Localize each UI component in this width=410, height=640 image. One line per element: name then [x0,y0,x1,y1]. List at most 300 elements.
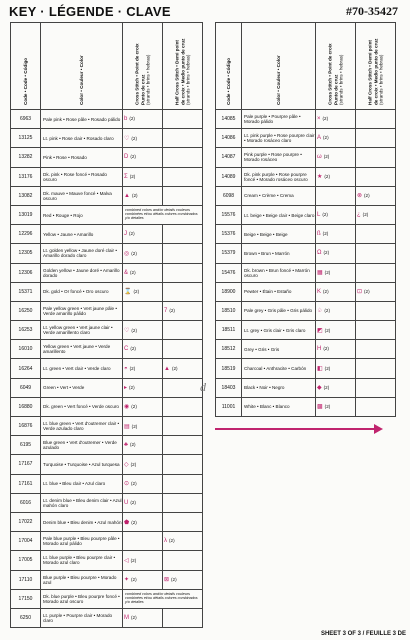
cross-stitch-cell [123,359,163,378]
stitch-symbol-icon: A [317,135,322,142]
color-name: Dk. green • Vert foncé • Verde oscuro [41,397,123,416]
half-cross-cell [163,110,203,129]
color-name: Dk. mauve • Mauve foncé • Malva oscuro [41,186,123,205]
stitch-symbol-icon: ✦ [124,577,130,584]
strand-count: (2) [131,519,137,525]
cross-stitch-cell [123,340,163,359]
half-cross-cell [356,110,396,129]
cross-stitch-cell [316,340,356,359]
color-name: Red • Rouge • Rojo [41,205,123,224]
thread-code: 16250 [11,301,41,320]
cross-stitch-cell [123,129,163,148]
stitch-symbol-icon: ¿ [357,212,361,219]
half-cross-cell [356,321,396,340]
thread-code: 18511 [216,321,242,340]
strand-count: (2) [171,365,178,371]
stitch-symbol-icon: ⊠ [164,577,170,584]
right-header-row [216,23,396,110]
half-cross-cell [163,340,203,359]
pattern-number: #70-35427 [346,4,398,18]
cross-stitch-cell [316,205,356,224]
half-cross-cell [163,417,203,436]
stitch-symbol-icon: C [124,346,129,353]
table-row [11,110,203,129]
cross-stitch-header: Cross Stitch • Point de croix Punto de cruz (strands • brins • hebras) [123,23,163,110]
cross-stitch-cell [123,167,163,186]
thread-code: 18519 [216,359,242,378]
cross-stitch-cell [123,186,163,205]
table-row [11,186,203,205]
strand-count: (2) [169,307,175,313]
color-name: Brown • Brun • Marrón [242,244,316,263]
half-cross-cell [163,167,203,186]
thread-code: 17161 [11,474,41,493]
stitch-symbol-icon: λ [164,538,167,545]
color-name: Grey • Gris • Gris [242,340,316,359]
code-header: Code • Code • Código [216,23,242,110]
thread-code: 15476 [216,263,242,282]
strand-count: (2) [129,385,135,391]
half-cross-cell [163,225,203,244]
stitch-symbol-icon: L [317,212,321,219]
strand-count: (2) [323,250,330,256]
code-header: Code • Code • Código [11,23,41,110]
strand-count: (2) [323,288,329,294]
strand-count: (2) [323,135,329,141]
stitch-symbol-icon: ▦ [317,270,323,277]
half-cross-cell [163,608,203,627]
table-row [216,148,396,167]
stitch-symbol-icon: ♡ [124,327,130,334]
stitch-symbol-icon: Σ [124,173,128,180]
stitch-symbol-icon: ◉ [124,404,130,411]
color-name: Pale purple • Pourpre pâle • Morado pálido [242,110,316,129]
right-key-table [215,22,396,417]
cross-stitch-cell [316,378,356,397]
stitch-symbol-icon: ▩ [317,404,323,411]
stitch-symbol-icon: ω [317,154,322,161]
table-row [11,282,203,301]
half-cross-cell [356,225,396,244]
table-row [11,436,203,455]
half-cross-cell [356,129,396,148]
strand-count: (2) [322,212,328,218]
cross-stitch-cell [123,570,163,589]
half-cross-header: Half Cross Stitch • Demi point de croix • Medio punto de cruz (strands • brins • hebras) [163,23,203,110]
strand-count: (2) [130,499,136,505]
half-cross-cell [163,263,203,282]
half-cross-cell [163,474,203,493]
table-row [216,244,396,263]
thread-code: 13282 [11,148,41,167]
cross-stitch-cell [316,129,356,148]
table-row [11,455,203,474]
cross-stitch-cell [123,225,163,244]
table-row [11,301,203,320]
thread-code: 13019 [11,205,41,224]
thread-code: 14089 [216,167,242,186]
strand-count: (2) [130,346,136,352]
half-cross-cell [163,493,203,512]
thread-code: 15379 [216,244,242,263]
stitch-symbol-icon: Ω [317,250,322,257]
half-cross-cell [163,436,203,455]
cross-stitch-cell [123,378,163,397]
half-cross-cell [356,282,396,301]
color-name: Lt. yellow green • Vert jaune clair • Verde amarillento claro [41,321,123,340]
strand-count: (2) [323,346,329,352]
color-name: Dk. pink purple • Rose pourpre foncé • Morado rosáceo oscuro [242,167,316,186]
cross-stitch-cell [123,455,163,474]
strand-count: (2) [364,289,370,295]
table-row [216,321,396,340]
stitch-symbol-icon: ◁ [124,557,129,564]
color-name: Pale grey • Gris pâle • Gris pálido [242,301,316,320]
strand-count: (2) [322,231,329,237]
stitch-symbol-icon: ⬟ [124,519,130,526]
table-row [11,589,203,608]
cross-stitch-cell [123,436,163,455]
table-row [11,397,203,416]
combined-colors-note: combined colors and/or details couleurs combinées et/ou détails colores combinados y/o detalles [123,589,203,608]
color-name: Pink purple • Rose pourpre • Morado rosáceo [242,148,316,167]
color-name: Blue purple • Bleu pourpre • Morado azul [41,570,123,589]
strand-count: (2) [130,154,136,160]
stitch-symbol-icon: K [317,288,322,295]
stitch-symbol-icon: J [124,231,127,238]
color-name: Lt. beige • Beige clair • Beige claro [242,205,316,224]
color-name: Yellow • Jaune • Amarillo [41,225,123,244]
cross-stitch-cell [316,397,356,416]
color-name: Blue green • Vert d'outremer • Verde azulado [41,436,123,455]
thread-code: 15376 [216,225,242,244]
thread-code: 13125 [11,129,41,148]
thread-code: 16253 [11,321,41,340]
cross-stitch-cell [123,282,163,301]
handwritten-mark: d [200,380,206,394]
stitch-symbol-icon: ♡ [124,135,130,142]
cross-stitch-cell [123,397,163,416]
stitch-symbol-icon: b [124,116,128,123]
strand-count: (2) [324,366,331,372]
half-cross-cell [163,455,203,474]
half-cross-cell [163,186,203,205]
stitch-symbol-icon: ▸ [124,385,128,392]
thread-code: 6016 [11,493,41,512]
color-name: Cream • Crème • Crema [242,186,316,205]
stitch-symbol-icon: ◆ [317,385,322,392]
half-cross-cell [163,359,203,378]
thread-code: 13176 [11,167,41,186]
sheet-footer: SHEET 3 OF 3 / FEUILLE 3 DE [320,631,406,637]
table-row [11,493,203,512]
half-cross-cell [356,340,396,359]
thread-code: 6098 [216,186,242,205]
half-cross-cell [163,512,203,531]
color-name: Dk. gold • Or foncé • Oro oscuro [41,282,123,301]
strand-count: (2) [129,442,136,448]
color-name: Lt. blue green • Vert d'outremer clair • Verde azulado claro [41,417,123,436]
stitch-symbol-icon: M [124,614,129,621]
thread-code: 17005 [11,551,41,570]
half-cross-cell [356,359,396,378]
stitch-symbol-icon: ◩ [317,327,323,334]
thread-code: 12296 [11,225,41,244]
color-name: Lt. pink • Rose clair • Rosado claro [41,129,123,148]
color-name: Denim blue • Bleu denim • Azul mahón [41,512,123,531]
thread-code: 13082 [11,186,41,205]
cross-stitch-cell [123,263,163,282]
table-row [11,167,203,186]
strand-count: (2) [323,385,330,391]
stitch-symbol-icon: ⌛ [124,289,132,296]
stitch-symbol-icon: × [317,116,321,123]
color-name: Pale yellow green • Vert jaune pâle • Verde amarillo pálido [41,301,123,320]
strand-count: (2) [131,404,137,410]
color-name: Dk. pink • Rose foncé • Rosado oscuro [41,167,123,186]
half-cross-cell [163,301,203,320]
cross-stitch-cell [123,512,163,531]
half-cross-cell [356,148,396,167]
thread-code: 16876 [11,417,41,436]
color-name: Golden yellow • Jaune doré • Amarillo dorado [41,263,123,282]
cross-stitch-cell [316,167,356,186]
thread-code: 18403 [216,378,242,397]
color-name: Pale blue purple • Bleu pourpre pâle • Morado azul pálido [41,532,123,551]
cross-stitch-cell [123,551,163,570]
table-row [11,263,203,282]
strand-count: (2) [130,461,137,467]
thread-code: 15576 [216,205,242,224]
table-row [11,340,203,359]
stitch-symbol-icon: ⊙ [124,481,130,488]
color-name: Yellow green • Vert jaune • Verde amarillento [41,340,123,359]
cross-stitch-cell [123,417,163,436]
table-row [11,205,203,224]
strand-count: (2) [362,212,369,218]
half-cross-cell [356,263,396,282]
table-row [216,225,396,244]
strand-count: (2) [323,154,330,160]
cross-stitch-cell [316,321,356,340]
color-name: Lt. golden yellow • Jaune doré clair • Amarillo dorado claro [41,244,123,263]
stitch-symbol-icon: ♤ [317,308,323,315]
table-row [216,397,396,416]
color-name: Dk. brown • Brun foncé • Marrón oscuro [242,263,316,282]
stitch-symbol-icon: D [124,154,129,161]
half-cross-cell [163,532,203,551]
table-row [11,321,203,340]
strand-count: (2) [131,135,138,141]
strand-count: (2) [129,173,136,179]
strand-count: (2) [131,423,138,429]
thread-code: 15371 [11,282,41,301]
thread-code: 17110 [11,570,41,589]
strand-count: (2) [131,614,137,620]
stitch-symbol-icon: ◓ [124,365,128,372]
stitch-symbol-icon: ⊗ [357,193,363,200]
cross-stitch-cell [123,532,163,551]
table-row [11,532,203,551]
table-row [216,167,396,186]
table-row [11,512,203,531]
left-key-table [10,22,203,628]
color-name: Lt. denim blue • Bleu denim clair • Azul mahón claro [41,493,123,512]
cross-stitch-cell [123,608,163,627]
half-cross-cell [163,397,203,416]
half-cross-cell [356,397,396,416]
strand-count: (2) [133,289,140,295]
thread-code: 17022 [11,512,41,531]
table-row [11,474,203,493]
stitch-symbol-icon: ◧ [317,366,323,373]
table-row [216,301,396,320]
stitch-symbol-icon: ◎ [124,250,130,257]
strand-count: (2) [169,538,175,544]
half-cross-cell [163,148,203,167]
strand-count: (2) [324,327,331,333]
thread-code: 12306 [11,263,41,282]
table-row [11,129,203,148]
half-cross-cell [163,378,203,397]
cross-stitch-cell [123,301,163,320]
color-name: Lt. green • Vert clair • Verde claro [41,359,123,378]
strand-count: (2) [131,250,137,256]
stitch-symbol-icon: ▲ [164,365,170,372]
thread-code: 17167 [11,455,41,474]
stitch-symbol-icon: ♣ [124,442,128,449]
table-row [216,359,396,378]
stitch-symbol-icon: ▤ [124,423,130,430]
thread-code: 18512 [216,340,242,359]
color-name: Pewter • Étain • Estaño [242,282,316,301]
cross-stitch-cell [123,110,163,129]
color-name: Green • Vert • Verde [41,378,123,397]
half-cross-cell [356,301,396,320]
cross-stitch-cell [123,321,163,340]
color-name: Lt. purple • Pourpre clair • Morado claro [41,608,123,627]
stitch-symbol-icon: H [317,346,322,353]
table-row [11,417,203,436]
strand-count: (2) [324,404,331,410]
table-row [11,225,203,244]
strand-count: (2) [131,577,137,583]
table-row [11,378,203,397]
thread-code: 18510 [216,301,242,320]
thread-code: 17004 [11,532,41,551]
cross-stitch-cell [316,301,356,320]
table-row [11,551,203,570]
cross-stitch-cell [316,148,356,167]
strand-count: (2) [129,231,135,237]
color-name: Pink • Rose • Rosado [41,148,123,167]
half-cross-cell [163,570,203,589]
stitch-symbol-icon: ★ [317,174,323,181]
strand-count: (2) [131,327,138,333]
thread-code: 6250 [11,608,41,627]
half-cross-cell [163,551,203,570]
cross-stitch-cell [316,225,356,244]
half-cross-cell [163,244,203,263]
half-cross-cell [356,244,396,263]
cross-stitch-cell [316,186,356,205]
stitch-symbol-icon: & [124,269,129,276]
table-row [11,148,203,167]
strand-count: (2) [130,557,137,563]
cross-stitch-cell [316,359,356,378]
stitch-symbol-icon: ⊡ [357,289,363,296]
combined-colors-note: combined colors and/or details couleurs combinées et/ou détails colores combinados y/o detalles [123,205,203,224]
table-row [216,110,396,129]
thread-code: 6195 [11,436,41,455]
thread-code: 12305 [11,244,41,263]
color-name: Pale pink • Rose pâle • Rosado pálido [41,110,123,129]
half-cross-cell [356,186,396,205]
strand-count: (2) [171,577,177,583]
table-row [216,205,396,224]
half-cross-cell [356,378,396,397]
strand-count: (2) [324,308,331,314]
half-cross-cell [356,167,396,186]
table-row [11,608,203,627]
thread-code: 17150 [11,589,41,608]
color-header: Color • Couleur • Color [41,23,123,110]
table-row [216,282,396,301]
thread-code: 14085 [216,110,242,129]
table-row [11,570,203,589]
table-row [11,359,203,378]
half-cross-header: Half Cross Stitch • Demi point de croix • Medio punto de cruz (strands • brins • hebras) [356,23,396,110]
cross-stitch-cell [316,110,356,129]
table-row [216,340,396,359]
strand-count: (2) [324,174,331,180]
cross-stitch-header: Cross Stitch • Point de croix Punto de cruz (strands • brins • hebras) [316,23,356,110]
thread-code: 6963 [11,110,41,129]
half-cross-cell [356,205,396,224]
cross-stitch-cell [123,244,163,263]
strand-count: (2) [364,193,370,199]
strand-count: (2) [129,365,136,371]
color-name: Turquoise • Turquoise • Azul turquesa [41,455,123,474]
thread-code: 16264 [11,359,41,378]
thread-code: 6049 [11,378,41,397]
strand-count: (2) [324,270,331,276]
color-header: Color • Couleur • Color [242,23,316,110]
half-cross-cell [163,129,203,148]
thread-code: 14087 [216,148,242,167]
color-name: Lt. blue purple • Bleu pourpre clair • Morado azul claro [41,551,123,570]
strand-count: (2) [322,116,329,122]
table-row [216,186,396,205]
cross-stitch-cell [316,263,356,282]
strand-count: (2) [131,481,137,487]
cross-stitch-cell [123,474,163,493]
thread-code: 14086 [216,129,242,148]
strand-count: (2) [130,269,136,275]
color-name: Beige • Beige • Beige [242,225,316,244]
stitch-symbol-icon: ß [317,231,321,238]
left-header-row [11,23,203,110]
color-name: Charcoal • Anthracite • Carbón [242,359,316,378]
half-cross-cell [163,282,203,301]
cross-stitch-cell [123,148,163,167]
strand-count: (2) [129,116,135,122]
color-name: Lt. blue • Bleu clair • Azul claro [41,474,123,493]
stitch-symbol-icon: ◇ [124,461,129,468]
table-row [216,129,396,148]
color-name: Lt. pink purple • Rose pourpre clair • Morado rosáceo claro [242,129,316,148]
cross-stitch-cell [123,493,163,512]
